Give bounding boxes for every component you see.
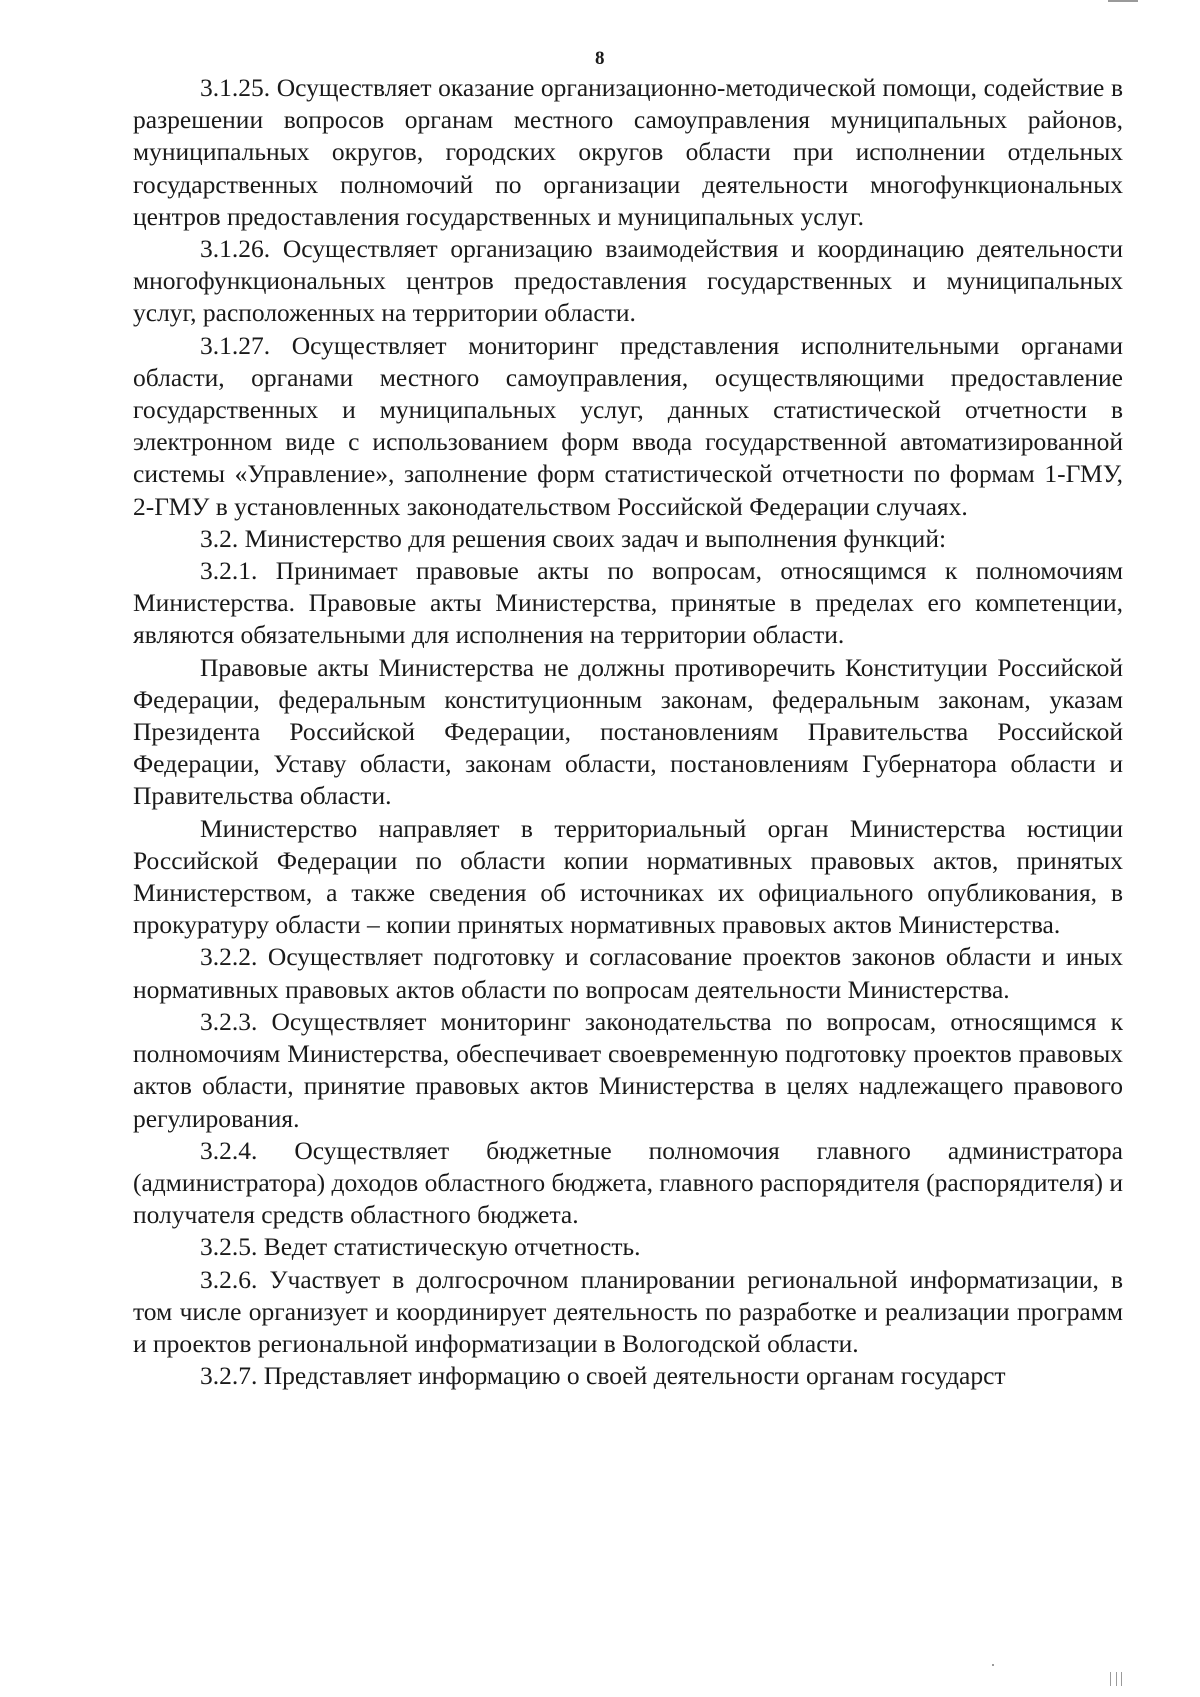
paragraph-3-2-1: 3.2.1. Принимает правовые акты по вопросам, относящимся к полномочиям Министерства. Правовые акты Министерства, принятые в пределах его компетенции, являются обязательными для исполнения на территории области. (133, 556, 1123, 650)
paragraph-3-1-27: 3.1.27. Осуществляет мониторинг представления исполнительными органами области, органами местного самоуправления, осуществляющими предоставление государственных и муниципальных услуг, данных статистической отчетности в электронном виде с использованием форм ввода государственной автоматизированной системы «Управление», заполнение форм статистической отчетности по формам 1-ГМУ, 2-ГМУ в установленных законодательством Российской Федерации случаях. (133, 330, 1123, 521)
scan-artifact (992, 1664, 994, 1666)
paragraph-3-2-6: 3.2.6. Участвует в долгосрочном планировании региональной информатизации, в том числе организует и координирует деятельность по разработке и реализации программ и проектов региональной информатизации в Вологодской области. (133, 1264, 1123, 1358)
paragraph-3-2-2: 3.2.2. Осуществляет подготовку и согласование проектов законов области и иных нормативных правовых актов области по вопросам деятельности Министерства. (133, 942, 1123, 1004)
paragraph-3-2-5: 3.2.5. Ведет статистическую отчетность. (200, 1232, 641, 1262)
scan-artifact (1116, 1672, 1117, 1686)
scan-artifact (1108, 0, 1138, 2)
paragraph-3-2-3: 3.2.3. Осуществляет мониторинг законодательства по вопросам, относящимся к полномочиям Министерства, обеспечивает своевременную подготовку проектов правовых актов области, принятие правовых актов Министерства в целях надлежащего правового регулирования. (133, 1006, 1123, 1133)
paragraph-3-2-7: 3.2.7. Представляет информацию о своей деятельности органам государст (200, 1361, 1006, 1391)
body-text (133, 72, 1123, 1392)
scan-artifact (1110, 1672, 1111, 1686)
scan-artifact (1121, 1672, 1122, 1686)
paragraph-legal-acts: Правовые акты Министерства не должны противоречить Конституции Российской Федерации, федеральным конституционным законам, федеральным законам, указам Президента Российской Федерации, постановлениям Правительства Российской Федерации, Уставу области, законам области, постановлениям Губернатора области и Правительства области. (133, 652, 1123, 811)
paragraph-3-2-4: 3.2.4. Осуществляет бюджетные полномочия главного администратора (администратора) доходов областного бюджета, главного распорядителя (распорядителя) и получателя средств областного бюджета. (133, 1135, 1123, 1230)
paragraph-3-2: 3.2. Министерство для решения своих задач и выполнения функций: (200, 523, 947, 553)
paragraph-3-1-26: 3.1.26. Осуществляет организацию взаимодействия и координацию деятельности многофункциональных центров предоставления государственных и муниципальных услуг, расположенных на территории области. (133, 234, 1123, 328)
page-number: 8 (595, 48, 605, 69)
paragraph-3-1-25: 3.1.25. Осуществляет оказание организационно-методической помощи, содействие в разрешении вопросов органам местного самоуправления муниципальных районов, муниципальных округов, городских округов области при исполнении отдельных государственных полномочий по организации деятельности многофункциональных центров предоставления государственных и муниципальных услуг. (133, 73, 1123, 231)
paragraph-ministry-sends: Министерство направляет в территориальный орган Министерства юстиции Российской Федерации по области копии нормативных правовых актов, принятых Министерством, а также сведения об источниках их официального опубликования, в прокуратуру области – копии принятых нормативных правовых актов Министерства. (133, 813, 1123, 940)
